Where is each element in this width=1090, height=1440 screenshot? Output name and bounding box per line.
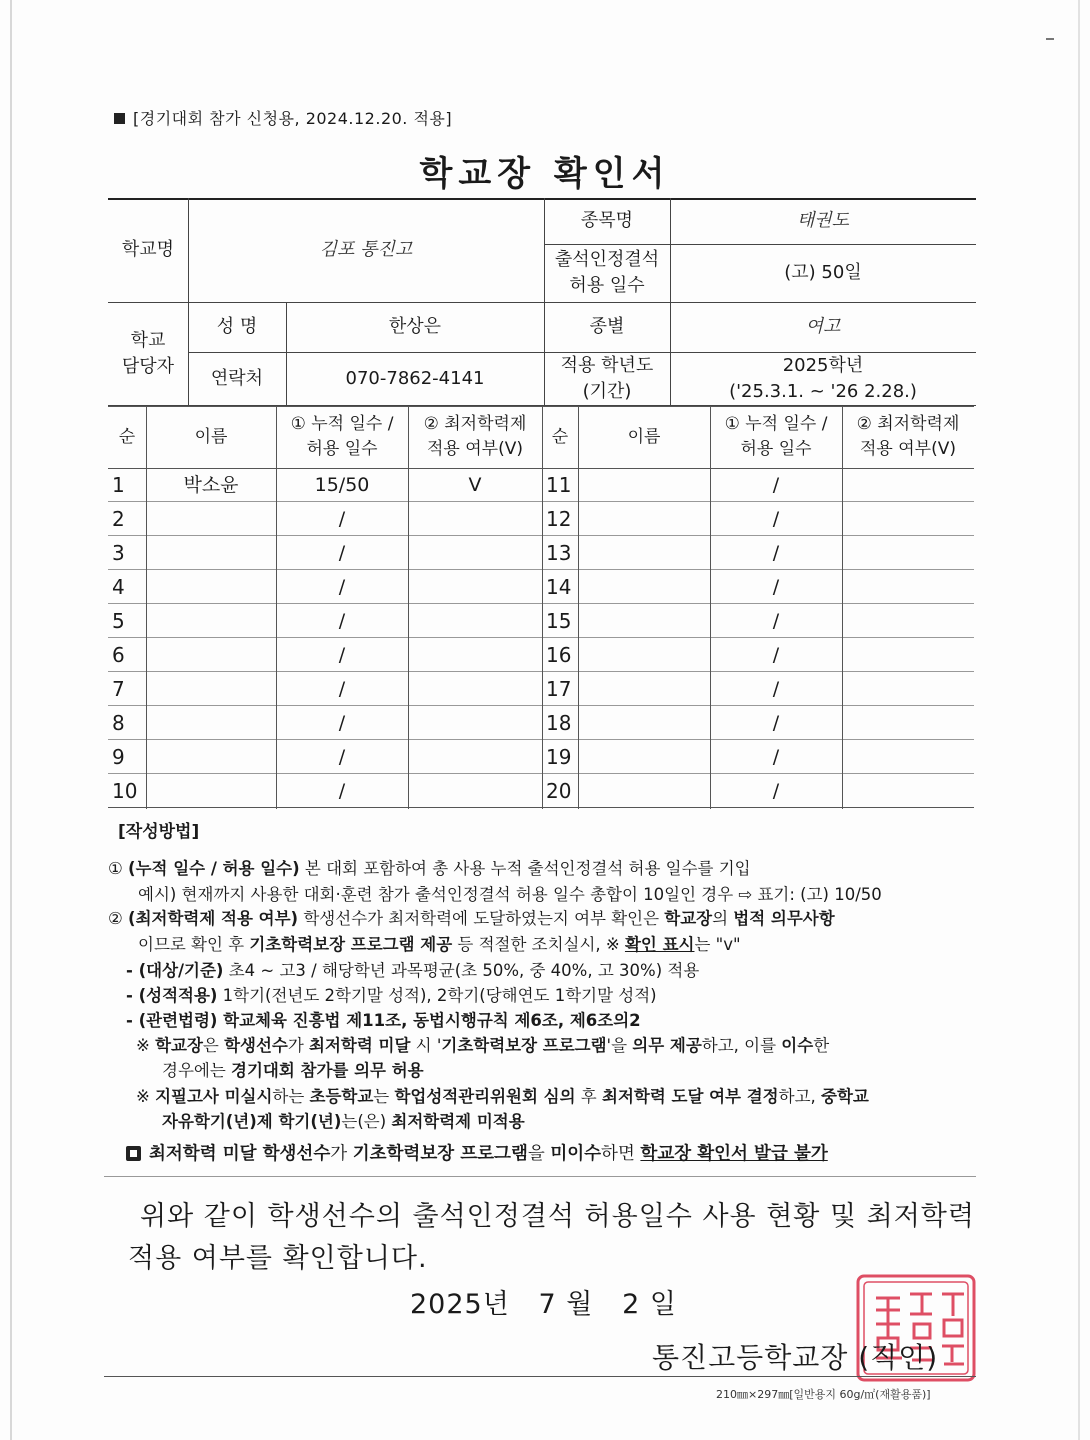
school-name-value: 김포 통진고 <box>319 239 413 260</box>
instruction-2-text-a: 학생선수가 최저학력에 도달하였는지 여부 확인은 <box>298 909 665 928</box>
gender-label: 종별 <box>589 316 625 337</box>
instruction-2-bold: (최저학력제 적용 여부) <box>128 909 299 928</box>
roster-cell-check <box>408 638 542 672</box>
instruction-grades <box>126 983 657 1008</box>
table-gridline <box>408 406 409 809</box>
header-check-left-line1: ② 최저학력제 <box>423 414 527 434</box>
roster-cell-name <box>578 570 710 604</box>
note-1-e: 가 <box>287 1036 310 1055</box>
roster-cell-no: 20 <box>546 778 572 803</box>
roster-cell-no: 18 <box>546 710 572 735</box>
roster-cell-check <box>408 604 542 638</box>
header-name-left: 이름 <box>194 426 228 447</box>
note-2-f: 학업성적관리위원회 심의 <box>394 1087 576 1106</box>
roster-cell-name <box>146 740 276 774</box>
roster-cell-name <box>146 570 276 604</box>
header-days-right-line2: 허용 일수 <box>740 439 812 459</box>
allowed-days-value: (고) 50일 <box>784 262 862 283</box>
divider-top <box>104 1176 976 1177</box>
school-year-value-line2: ('25.3.1. ~ '26 2.28.) <box>729 381 917 402</box>
instruction-2 <box>108 906 835 931</box>
notice-g: 학교장 확인서 발급 불가 <box>640 1144 828 1164</box>
table-gridline <box>108 739 974 740</box>
roster-cell-days: / <box>772 609 780 632</box>
roster-cell-name <box>578 740 710 774</box>
roster-cell-days: / <box>338 745 346 768</box>
roster-cell-name <box>578 672 710 706</box>
roster-cell-check <box>408 774 542 808</box>
note-2-g: 후 <box>575 1087 602 1106</box>
roster-cell-no: 13 <box>546 540 572 565</box>
note-2-d: 초등학교 <box>309 1087 374 1106</box>
paper-spec: 210㎜×297㎜[일반용지 60g/㎡(재활용품)] <box>716 1388 931 1401</box>
note-2-cont-a: 자유학기(년)제 학기(년) <box>162 1112 342 1131</box>
note-1-cont <box>162 1058 424 1083</box>
scan-edge-left <box>10 0 12 1440</box>
school-year-value-line1: 2025학년 <box>782 355 864 376</box>
note-2-e: 는 <box>373 1087 395 1106</box>
manager-label <box>108 302 188 406</box>
table-gridline <box>108 501 974 502</box>
instruction-2-bold-c: 법적 의무사항 <box>733 909 835 928</box>
roster-cell-name <box>146 536 276 570</box>
roster-cell-check <box>842 638 974 672</box>
circle-num-2: ② <box>108 909 123 928</box>
school-year-value <box>670 352 976 406</box>
note-2-cont <box>162 1109 525 1134</box>
roster-cell-days: / <box>772 711 780 734</box>
roster-cell-no: 17 <box>546 676 572 701</box>
instructions-heading: [작성방법] <box>118 822 200 842</box>
scan-mark <box>1046 38 1054 40</box>
manager-label-line1: 학교 <box>130 330 166 351</box>
school-year-label-line1: 적용 학년도 <box>560 355 654 376</box>
note-1-f: 최저학력 미달 <box>309 1036 411 1055</box>
roster-cell-name <box>578 604 710 638</box>
notice-e: 미이수 <box>550 1144 602 1164</box>
table-gridline <box>108 468 974 469</box>
manager-name-value: 한상은 <box>388 316 442 337</box>
roster-cell-no: 12 <box>546 506 572 531</box>
note-2-h: 최저학력 도달 여부 결정 <box>602 1087 779 1106</box>
instruction-2-cont-b: 기초학력보장 프로그램 제공 <box>249 935 453 954</box>
note-2-cont-b: 는(은) <box>341 1112 392 1131</box>
roster-cell-check <box>408 570 542 604</box>
instruction-1-example: 예시) 현재까지 사용한 대회·훈련 참가 출석인정결석 허용 일수 총합이 10일인 경우 ⇨ 표기: (고) 10/50 <box>138 885 882 904</box>
note-1 <box>136 1033 829 1058</box>
roster-cell-check <box>408 740 542 774</box>
roster-cell-name <box>578 536 710 570</box>
table-gridline <box>108 671 974 672</box>
note-1-h: 기초학력보장 프로그램 <box>441 1036 607 1055</box>
roster-cell-name <box>146 638 276 672</box>
roster-cell-name <box>578 774 710 808</box>
roster-cell-check <box>408 536 542 570</box>
table-gridline <box>842 406 843 809</box>
roster-cell-check <box>408 706 542 740</box>
roster-cell-check <box>408 502 542 536</box>
instruction-laws: - (관련법령) 학교체육 진흥법 제11조, 동법시행규칙 제6조, 제6조의2 <box>126 1011 641 1030</box>
roster-cell-days: / <box>338 575 346 598</box>
confirmation-line2: 적용 여부를 확인합니다. <box>128 1243 428 1274</box>
note-2-b: 지필고사 미실시 <box>155 1087 273 1106</box>
note-2-a: ※ <box>136 1087 156 1106</box>
note-1-a: ※ <box>136 1036 156 1055</box>
note-1-g: 시 ' <box>410 1036 442 1055</box>
table-gridline <box>710 406 711 809</box>
roster-cell-name <box>146 604 276 638</box>
roster-cell-no: 4 <box>112 574 125 599</box>
roster-cell-name <box>146 502 276 536</box>
roster-cell-days: / <box>338 779 346 802</box>
roster-cell-days: / <box>338 643 346 666</box>
note-1-d: 학생선수 <box>224 1036 288 1055</box>
header-days-right <box>710 406 842 468</box>
roster-cell-no: 19 <box>546 744 572 769</box>
roster-cell-name <box>578 468 710 502</box>
roster-cell-days: / <box>338 609 346 632</box>
roster-cell-days: 15/50 <box>314 473 370 496</box>
roster-cell-no: 14 <box>546 574 572 599</box>
roster-cell-days: / <box>772 507 780 530</box>
note-1-k: 하고, 이를 <box>701 1036 782 1055</box>
manager-label-line2: 담당자 <box>121 356 175 377</box>
roster-cell-check <box>842 706 974 740</box>
roster-cell-name <box>146 774 276 808</box>
confirmation-text <box>128 1196 975 1280</box>
table-gridline <box>108 773 974 774</box>
roster-table <box>108 406 974 810</box>
instruction-2-cont <box>138 932 741 957</box>
instruction-1 <box>108 856 751 881</box>
table-gridline <box>276 406 277 809</box>
roster-cell-days: / <box>338 541 346 564</box>
school-year-label-line2: (기간) <box>582 381 632 402</box>
signer: 통진고등학교장 (직인) <box>652 1341 939 1374</box>
contact-label: 연락처 <box>210 368 264 389</box>
gender-value: 여고 <box>805 316 841 337</box>
header-check-right <box>842 406 974 468</box>
header-no-left: 순 <box>118 426 136 447</box>
instruction-2-bold-b: 학교장 <box>664 909 713 928</box>
roster-cell-no: 3 <box>112 540 125 565</box>
note-1-c: 은 <box>202 1036 225 1055</box>
instruction-2-text-b: 의 <box>712 909 734 928</box>
note-2-c: 하는 <box>272 1087 310 1106</box>
header-check-right-line2: 적용 여부(V) <box>860 439 956 459</box>
roster-cell-check <box>842 570 974 604</box>
instruction-target <box>126 958 699 983</box>
roster-cell-no: 7 <box>112 676 125 701</box>
table-gridline <box>146 406 147 809</box>
header-days-right-line1: ① 누적 일수 / <box>724 414 828 434</box>
roster-cell-check <box>842 774 974 808</box>
header-check-left <box>408 406 542 468</box>
info-table <box>108 198 976 406</box>
roster-cell-no: 16 <box>546 642 572 667</box>
roster-cell-no: 6 <box>112 642 125 667</box>
instruction-2-cont-a: 이므로 확인 후 <box>138 935 250 954</box>
note-2-j: 중학교 <box>821 1087 869 1106</box>
note-1-cont-b: 경기대회 참가를 의무 허용 <box>231 1061 424 1080</box>
roster-cell-no: 9 <box>112 744 125 769</box>
instruction-1-bold: (누적 일수 / 허용 일수) <box>128 859 300 878</box>
header-days-left-line1: ① 누적 일수 / <box>290 414 394 434</box>
instruction-2-cont-e: 는 "v" <box>694 935 741 954</box>
table-gridline <box>108 637 974 638</box>
roster-cell-days: / <box>772 779 780 802</box>
issue-date: 2025년 7 월 2 일 <box>410 1289 677 1320</box>
roster-cell-check <box>842 740 974 774</box>
roster-cell-no: 15 <box>546 608 572 633</box>
instruction-2-cont-d: 확인 표시 <box>624 935 695 954</box>
roster-cell-check <box>408 672 542 706</box>
roster-cell-name: 박소윤 <box>183 473 239 496</box>
roster-cell-check <box>842 536 974 570</box>
roster-cell-days: / <box>772 575 780 598</box>
school-name-label: 학교명 <box>121 239 175 260</box>
page-title: 학교장 확인서 <box>419 154 671 194</box>
note-1-b: 학교장 <box>155 1036 203 1055</box>
roster-cell-check <box>842 604 974 638</box>
table-gridline <box>108 406 974 407</box>
school-year-label <box>544 352 670 406</box>
notice-d: 을 <box>527 1144 551 1164</box>
instruction-1-text: 본 대회 포함하여 총 사용 누적 출석인정결석 허용 일수를 기입 <box>299 859 751 878</box>
note-2-i: 하고, <box>778 1087 821 1106</box>
instruction-target-text: 초4 ~ 고3 / 해당학년 과목평균(초 50%, 중 40%, 고 30%) 적용 <box>223 961 700 980</box>
note-1-j: 의무 제공 <box>632 1036 702 1055</box>
instruction-2-cont-c: 등 적절한 조치실시, ※ <box>452 935 625 954</box>
roster-cell-check <box>842 502 974 536</box>
notice-f: 하면 <box>601 1144 641 1164</box>
roster-cell-days: / <box>772 541 780 564</box>
roster-cell-days: / <box>338 507 346 530</box>
allowed-days-label-line1: 출석인정결석 <box>554 249 660 270</box>
roster-cell-days: / <box>338 711 346 734</box>
roster-cell-name <box>578 706 710 740</box>
roster-cell-no: 2 <box>112 506 125 531</box>
scan-edge-right <box>1078 0 1080 1440</box>
event-value: 태권도 <box>796 210 850 231</box>
table-gridline <box>108 807 974 808</box>
table-gridline <box>578 406 579 809</box>
notice-b: 가 <box>330 1144 353 1164</box>
header-note-text: [경기대회 참가 신청용, 2024.12.20. 적용] <box>133 109 453 128</box>
roster-cell-name <box>578 638 710 672</box>
table-gridline <box>108 603 974 604</box>
note-1-l: 이수 <box>781 1036 814 1055</box>
black-square-icon <box>114 113 125 124</box>
roster-cell-days: / <box>772 745 780 768</box>
instruction-grades-bold: - (성적적용) <box>126 986 218 1005</box>
roster-cell-days: / <box>772 473 780 496</box>
note-1-i: '을 <box>606 1036 633 1055</box>
event-label: 종목명 <box>580 210 634 231</box>
allowed-days-label-line2: 허용 일수 <box>569 275 645 296</box>
roster-cell-name <box>146 706 276 740</box>
table-gridline <box>108 535 974 536</box>
note-2-cont-c: 최저학력제 미적용 <box>391 1112 525 1131</box>
note-1-cont-a: 경우에는 <box>162 1061 232 1080</box>
header-check-left-line2: 적용 여부(V) <box>427 439 523 459</box>
notice <box>126 1142 828 1167</box>
header-check-right-line1: ② 최저학력제 <box>856 414 960 434</box>
notice-c: 기초학력보장 프로그램 <box>352 1144 528 1164</box>
note-1-m: 한 <box>813 1036 830 1055</box>
roster-cell-check <box>842 672 974 706</box>
instruction-grades-text: 1학기(전년도 2학기말 성적), 2학기(당해연도 1학기말 성적) <box>217 986 657 1005</box>
roster-cell-check: V <box>468 473 482 496</box>
notice-a: 최저학력 미달 학생선수 <box>149 1144 331 1164</box>
roster-cell-days: / <box>338 677 346 700</box>
roster-cell-days: / <box>772 677 780 700</box>
manager-name-label: 성 명 <box>216 316 258 337</box>
note-2 <box>136 1084 869 1109</box>
roster-cell-no: 5 <box>112 608 125 633</box>
divider-bottom <box>104 1376 976 1377</box>
contact-value: 070-7862-4141 <box>345 368 485 389</box>
roster-cell-days: / <box>772 643 780 666</box>
header-days-left-line2: 허용 일수 <box>306 439 378 459</box>
header-name-right: 이름 <box>627 426 661 447</box>
roster-cell-name <box>578 502 710 536</box>
header-no-right: 순 <box>551 426 569 447</box>
confirmation-line1: 위와 같이 학생선수의 출석인정결석 허용일수 사용 현황 및 최저학력 <box>140 1201 975 1232</box>
instruction-target-bold: - (대상/기준) <box>126 961 224 980</box>
table-gridline <box>108 569 974 570</box>
circle-num-1: ① <box>108 859 123 878</box>
roster-cell-no: 8 <box>112 710 125 735</box>
table-gridline <box>542 406 543 809</box>
roster-cell-check <box>842 468 974 502</box>
header-note <box>114 106 452 129</box>
notice-square-icon <box>126 1146 141 1161</box>
roster-cell-no: 1 <box>112 472 125 497</box>
allowed-days-label <box>544 244 670 302</box>
roster-cell-no: 11 <box>546 472 572 497</box>
roster-cell-no: 10 <box>112 778 138 803</box>
header-days-left <box>276 406 408 468</box>
table-gridline <box>108 705 974 706</box>
roster-cell-name <box>146 672 276 706</box>
